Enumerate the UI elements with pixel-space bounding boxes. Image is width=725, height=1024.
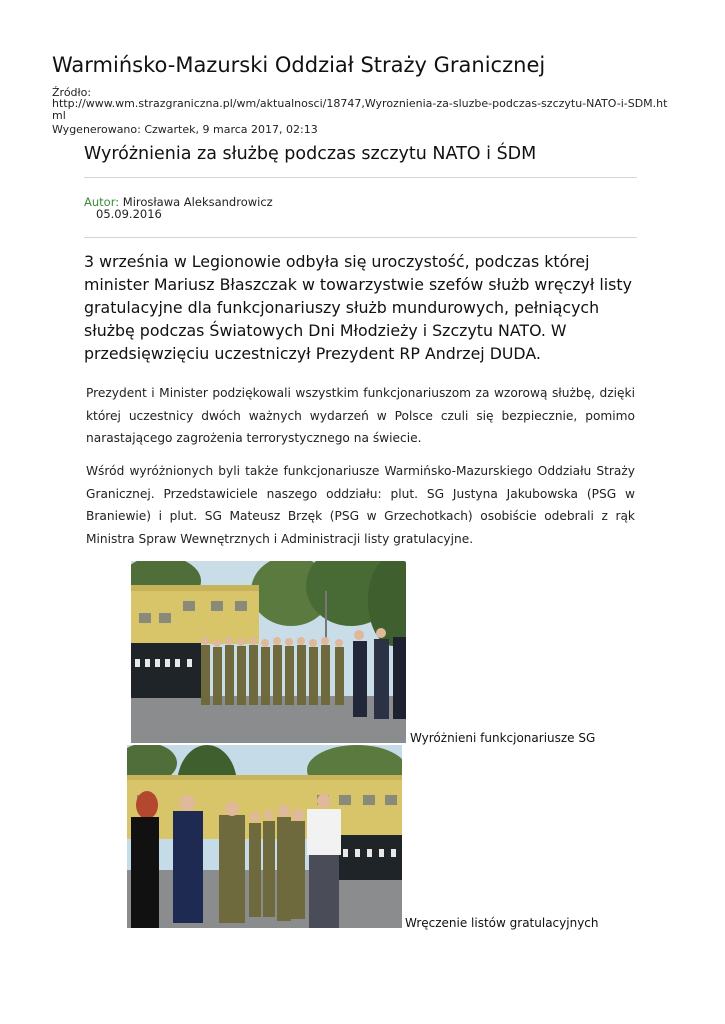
author-label: Autor: [84, 195, 120, 209]
source-label: Źródło: [52, 86, 92, 99]
photo-caption: Wyróżnieni funkcjonariusze SG [410, 731, 596, 745]
article-lead: 3 września w Legionowie odbyła się uroczystość, podczas której minister Mariusz Błaszczak w towarzystwie szefów służb wręczył listy gratulacyjne dla funkcjonariuszy służb mundurowych, pełniących służbę podczas Światowych Dni Młodzieży i Szczytu NATO. W przedsięwzięciu uczestniczył Prezydent RP Andrzej DUDA. [84, 252, 632, 363]
divider [84, 237, 637, 238]
site-title: Warmińsko-Mazurski Oddział Straży Granicznej [52, 53, 546, 77]
letters-photo [127, 745, 402, 928]
article-paragraph: Prezydent i Minister podziękowali wszystkim funkcjonariuszom za wzorową służbę, dzięki której uczestnicy dwóch ważnych wydarzeń w Polsce czuli się bezpiecznie, pomimo narastającego zagrożenia terrorystycznego na świecie. [86, 386, 635, 445]
source-url[interactable]: http://www.wm.strazgraniczna.pl/wm/aktualnosci/18747,Wyroznienia-za-sluzbe-podczas-szczytu-NATO-i-SDM.html [52, 97, 668, 122]
photo-caption: Wręczenie listów gratulacyjnych [405, 916, 599, 930]
article-title: Wyróżnienia za służbę podczas szczytu NATO i ŚDM [84, 144, 537, 164]
divider [84, 177, 637, 178]
generated-timestamp: Wygenerowano: Czwartek, 9 marca 2017, 02:13 [52, 123, 318, 136]
article-date: 05.09.2016 [96, 207, 162, 221]
article-paragraph: Wśród wyróżnionych byli także funkcjonariusze Warmińsko-Mazurskiego Oddziału Straży Granicznej. Przedstawiciele naszego oddziału: plut. SG Justyna Jakubowska (PSG w Braniewie) i plut. SG Mateusz Brzęk (PSG w Grzechotkach) osobiście odebrali z rąk Ministra Spraw Wewnętrznych i Administracji listy gratulacyjne. [86, 464, 635, 546]
ceremony-photo [131, 561, 406, 743]
author-name: Mirosława Aleksandrowicz [122, 195, 273, 209]
